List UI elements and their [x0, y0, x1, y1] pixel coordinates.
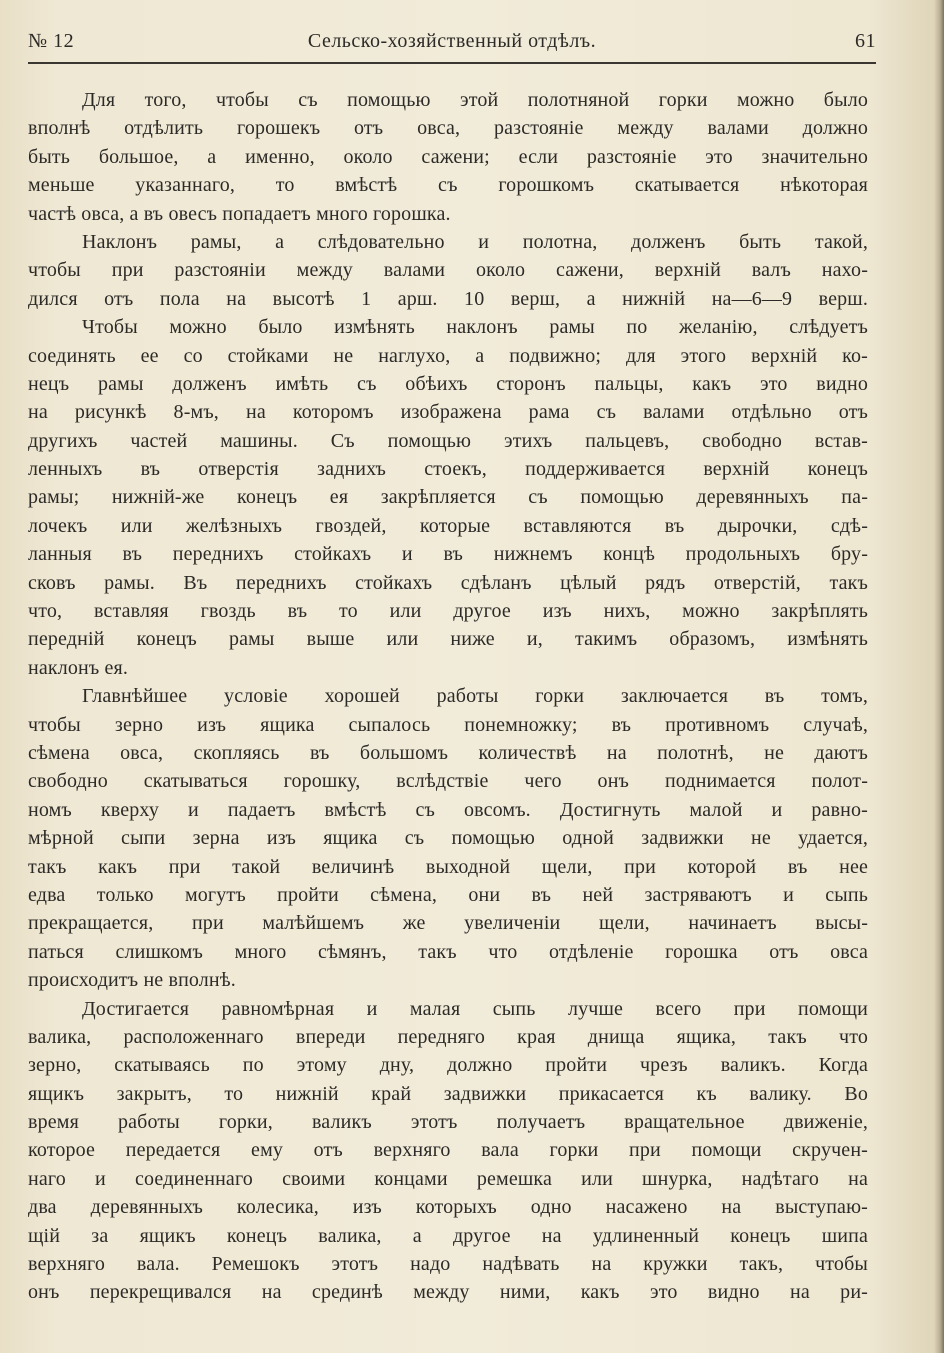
text-line: зерно, скатываясь по этому дну, должно пройти чрезъ валикъ. Когда	[28, 1054, 868, 1077]
article-body	[28, 86, 868, 1307]
text-line: свободно скатываться горошку, вслѣдствіе чего онъ поднимается полот-	[28, 770, 868, 793]
text-line: Для того, чтобы съ помощью этой полотняной горки можно было	[82, 89, 868, 111]
text-line: чтобы при разстояніи между валами около сажени, верхній валъ нахо-	[28, 259, 868, 282]
text-line: другихъ частей машины. Съ помощью этихъ пальцевъ, свободно встав-	[28, 429, 868, 452]
issue-number: № 12	[28, 30, 75, 52]
running-head	[28, 30, 876, 56]
text-line: передній конецъ рамы выше или ниже и, такимъ образомъ, измѣнять	[28, 628, 868, 651]
text-line: ланныя въ переднихъ стойкахъ и въ нижнемъ концѣ продольныхъ бру-	[28, 543, 868, 566]
text-line: вполнѣ отдѣлить горошекъ отъ овса, разстояніе между валами должно	[28, 117, 868, 140]
text-line: наклонъ ея.	[28, 656, 129, 679]
text-line: едва только могутъ пройти сѣмена, они въ ней застряваютъ и сыпь	[28, 883, 868, 906]
text-line: ящикъ закрытъ, то нижній край задвижки прикасается къ валику. Во	[28, 1082, 868, 1105]
section-title: Сельско-хозяйственный отдѣлъ.	[307, 30, 597, 52]
text-line: валика, расположеннаго впереди передняго края днища ящика, такъ что	[28, 1025, 868, 1048]
text-line: чтобы зерно изъ ящика сыпалось понемножку; въ противномъ случаѣ,	[28, 713, 868, 736]
text-line: частѣ овса, а въ овесъ попадаетъ много горошка.	[28, 202, 451, 225]
text-line: онъ перекрещивался на срединѣ между ними, какъ это видно на ри-	[28, 1281, 868, 1304]
text-line: Достигается равномѣрная и малая сыпь лучше всего при помощи	[82, 997, 868, 1020]
text-line: нецъ рамы долженъ имѣть съ обѣихъ сторонъ пальцы, какъ это видно	[28, 372, 868, 395]
text-line: происходитъ не вполнѣ.	[28, 969, 236, 992]
text-line: которое передается ему отъ верхняго вала горки при помощи скручен-	[28, 1139, 868, 1162]
text-line: меньше указаннаго, то вмѣстѣ съ горошкомъ скатывается нѣкоторая	[28, 174, 868, 197]
text-line: Чтобы можно было измѣнять наклонъ рамы по желанію, слѣдуетъ	[82, 316, 868, 339]
text-line: что, вставляя гвоздь въ то или другое изъ нихъ, можно закрѣплять	[28, 600, 868, 623]
text-line: рамы; нижній-же конецъ ея закрѣпляется съ помощью деревянныхъ па-	[28, 486, 868, 509]
page-number: 61	[855, 30, 876, 52]
text-line: щій за ящикъ конецъ валика, а другое на удлиненный конецъ шипа	[28, 1224, 868, 1247]
text-line: на рисункѣ 8-мъ, на которомъ изображена рама съ валами отдѣльно отъ	[28, 401, 868, 424]
header-rule	[28, 62, 876, 64]
page-edge-shadow	[934, 0, 944, 1353]
text-line: паться слишкомъ много сѣмянъ, такъ что отдѣленіе горошка отъ овса	[28, 940, 868, 963]
text-line: дился отъ пола на высотѣ 1 арш. 10 верш, а нижній на—6—9 верш.	[28, 287, 868, 310]
text-line: лочекъ или желѣзныхъ гвоздей, которые вставляются въ дырочки, сдѣ-	[28, 514, 868, 537]
text-line: такъ какъ при такой величинѣ выходной щели, при которой въ нее	[28, 855, 868, 878]
text-line: Главнѣйшее условіе хорошей работы горки заключается въ томъ,	[82, 685, 868, 708]
text-line: сѣмена овса, скопляясь въ большомъ количествѣ на полотнѣ, не даютъ	[28, 741, 868, 764]
text-line: прекращается, при малѣйшемъ же увеличеніи щели, начинаетъ высы-	[28, 912, 868, 935]
text-line: наго и соединеннаго своими концами ремешка или шнурка, надѣтаго на	[28, 1167, 868, 1190]
text-line: сковъ рамы. Въ переднихъ стойкахъ сдѣланъ цѣлый рядъ отверстій, такъ	[28, 571, 868, 594]
text-line: Наклонъ рамы, а слѣдовательно и полотна, долженъ быть такой,	[82, 230, 868, 253]
text-line: номъ кверху и падаетъ вмѣстѣ съ овсомъ. Достигнуть малой и равно-	[28, 798, 868, 821]
text-line: два деревянныхъ колесика, изъ которыхъ одно насажено на выступаю-	[28, 1196, 868, 1219]
text-line: мѣрной сыпи зерна изъ ящика съ помощью одной задвижки не удается,	[28, 827, 868, 850]
text-line: соединять ее со стойками не наглухо, а подвижно; для этого верхній ко-	[28, 344, 868, 367]
text-line: время работы горки, валикъ этотъ получаетъ вращательное движеніе,	[28, 1111, 868, 1134]
text-line: быть большое, а именно, около сажени; если разстояніе это значительно	[28, 145, 868, 168]
text-line: верхняго вала. Ремешокъ этотъ надо надѣвать на кружки такъ, чтобы	[28, 1253, 868, 1276]
text-line: ленныхъ въ отверстія заднихъ стоекъ, поддерживается верхній конецъ	[28, 458, 868, 481]
